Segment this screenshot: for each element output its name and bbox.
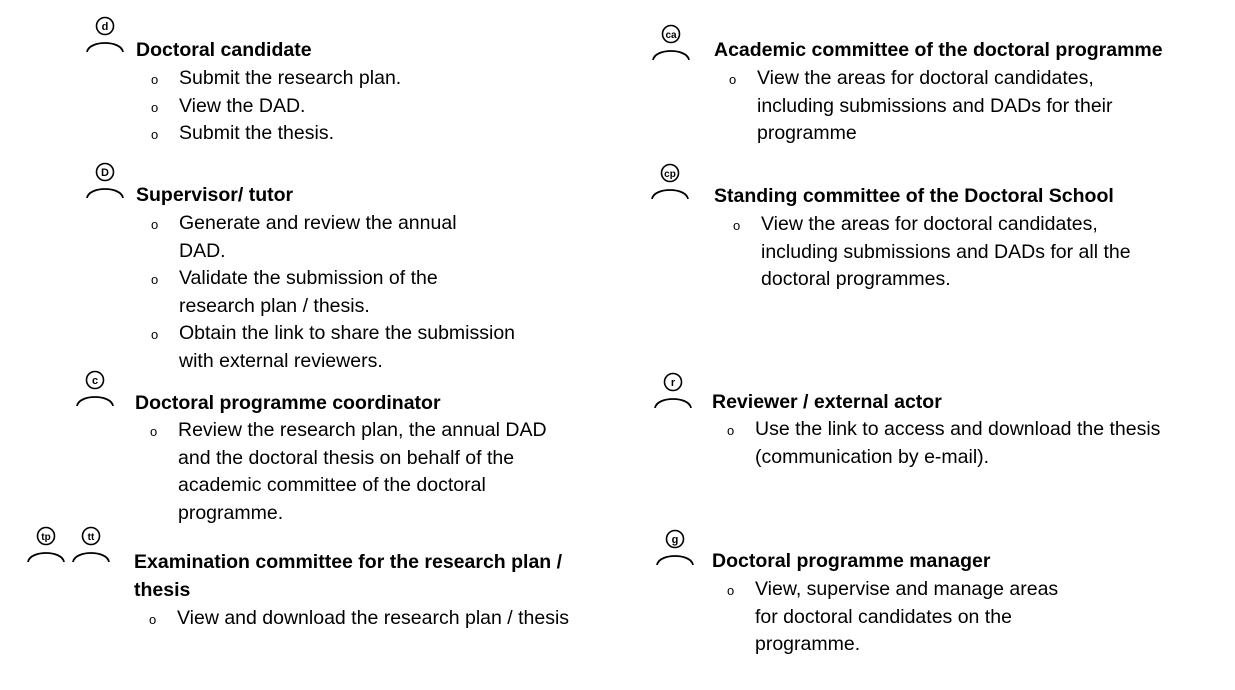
list-item: o Generate and review the annual DAD.: [151, 212, 457, 262]
svg-text:c: c: [91, 375, 99, 387]
bullet-icon: o: [151, 127, 159, 143]
person-icon: [651, 24, 691, 60]
svg-text:ca: ca: [665, 30, 677, 41]
permission-list: [149, 605, 572, 633]
permission-list: [150, 417, 583, 527]
role-title: Supervisor/ tutor: [136, 184, 294, 206]
bullet-icon: o: [727, 423, 735, 438]
svg-text:d: d: [101, 21, 109, 33]
list-item: o View the areas for doctoral candidates, including submissions and DADs for their programme: [729, 67, 1113, 145]
list-item: o View the DAD.: [179, 93, 509, 121]
person-icon-tp: [26, 526, 66, 562]
bullet-icon: o: [149, 612, 157, 627]
permission-list: [727, 576, 1085, 659]
permission-list: [733, 211, 1166, 294]
person-icon: [653, 372, 693, 408]
bullet-icon: o: [727, 583, 735, 598]
role-title: Doctoral candidate: [136, 39, 312, 61]
bullet-icon: o: [151, 217, 159, 232]
svg-text:r: r: [670, 377, 676, 389]
permission-list: [729, 65, 1162, 148]
permission-list: [151, 210, 524, 376]
bullet-icon: o: [151, 72, 159, 87]
person-icon: [650, 163, 690, 199]
person-icon-tt: [71, 526, 111, 562]
list-item: o Review the research plan, the annual DAD and the doctoral thesis on behalf of the academic committee of the doctoral programme.: [150, 419, 547, 524]
bullet-icon: o: [150, 424, 158, 439]
permission-list: [727, 416, 1205, 471]
list-item: o View, supervise and manage areas for doctoral candidates on the programme.: [727, 578, 1059, 656]
person-icon: [75, 370, 115, 406]
bullet-icon: o: [733, 218, 741, 233]
svg-text:tp: tp: [41, 532, 51, 543]
bullet-icon: o: [729, 72, 737, 87]
svg-text:D: D: [101, 167, 109, 179]
role-title: Examination committee for the research plan / thesis: [134, 551, 563, 601]
svg-text:tt: tt: [87, 532, 95, 543]
person-icon: [655, 529, 695, 565]
list-item: o Submit the research plan.: [179, 65, 509, 93]
person-icon: [85, 16, 125, 52]
role-title: Reviewer / external actor: [712, 391, 942, 413]
list-item: o Submit the thesis.: [179, 120, 509, 148]
role-title: Academic committee of the doctoral programme: [714, 39, 1163, 61]
person-icon: [85, 162, 125, 198]
list-item: o View the areas for doctoral candidates, including submissions and DADs for all the doctoral programmes.: [733, 213, 1131, 291]
list-item: o View and download the research plan / thesis: [177, 605, 572, 633]
bullet-icon: o: [151, 99, 159, 115]
svg-text:g: g: [671, 534, 679, 546]
svg-text:cp: cp: [664, 169, 676, 180]
list-item: o Use the link to access and download the thesis (communication by e-mail).: [727, 418, 1161, 468]
permission-list: [151, 65, 509, 148]
role-title: Standing committee of the Doctoral School: [714, 185, 1114, 207]
role-title: Doctoral programme manager: [712, 550, 991, 572]
bullet-icon: o: [151, 272, 159, 288]
list-item: o Validate the submission of the research plan / thesis.: [151, 267, 438, 317]
role-title: Doctoral programme coordinator: [135, 392, 441, 414]
list-item: o Obtain the link to share the submission with external reviewers.: [151, 322, 516, 372]
bullet-icon: o: [151, 327, 159, 343]
